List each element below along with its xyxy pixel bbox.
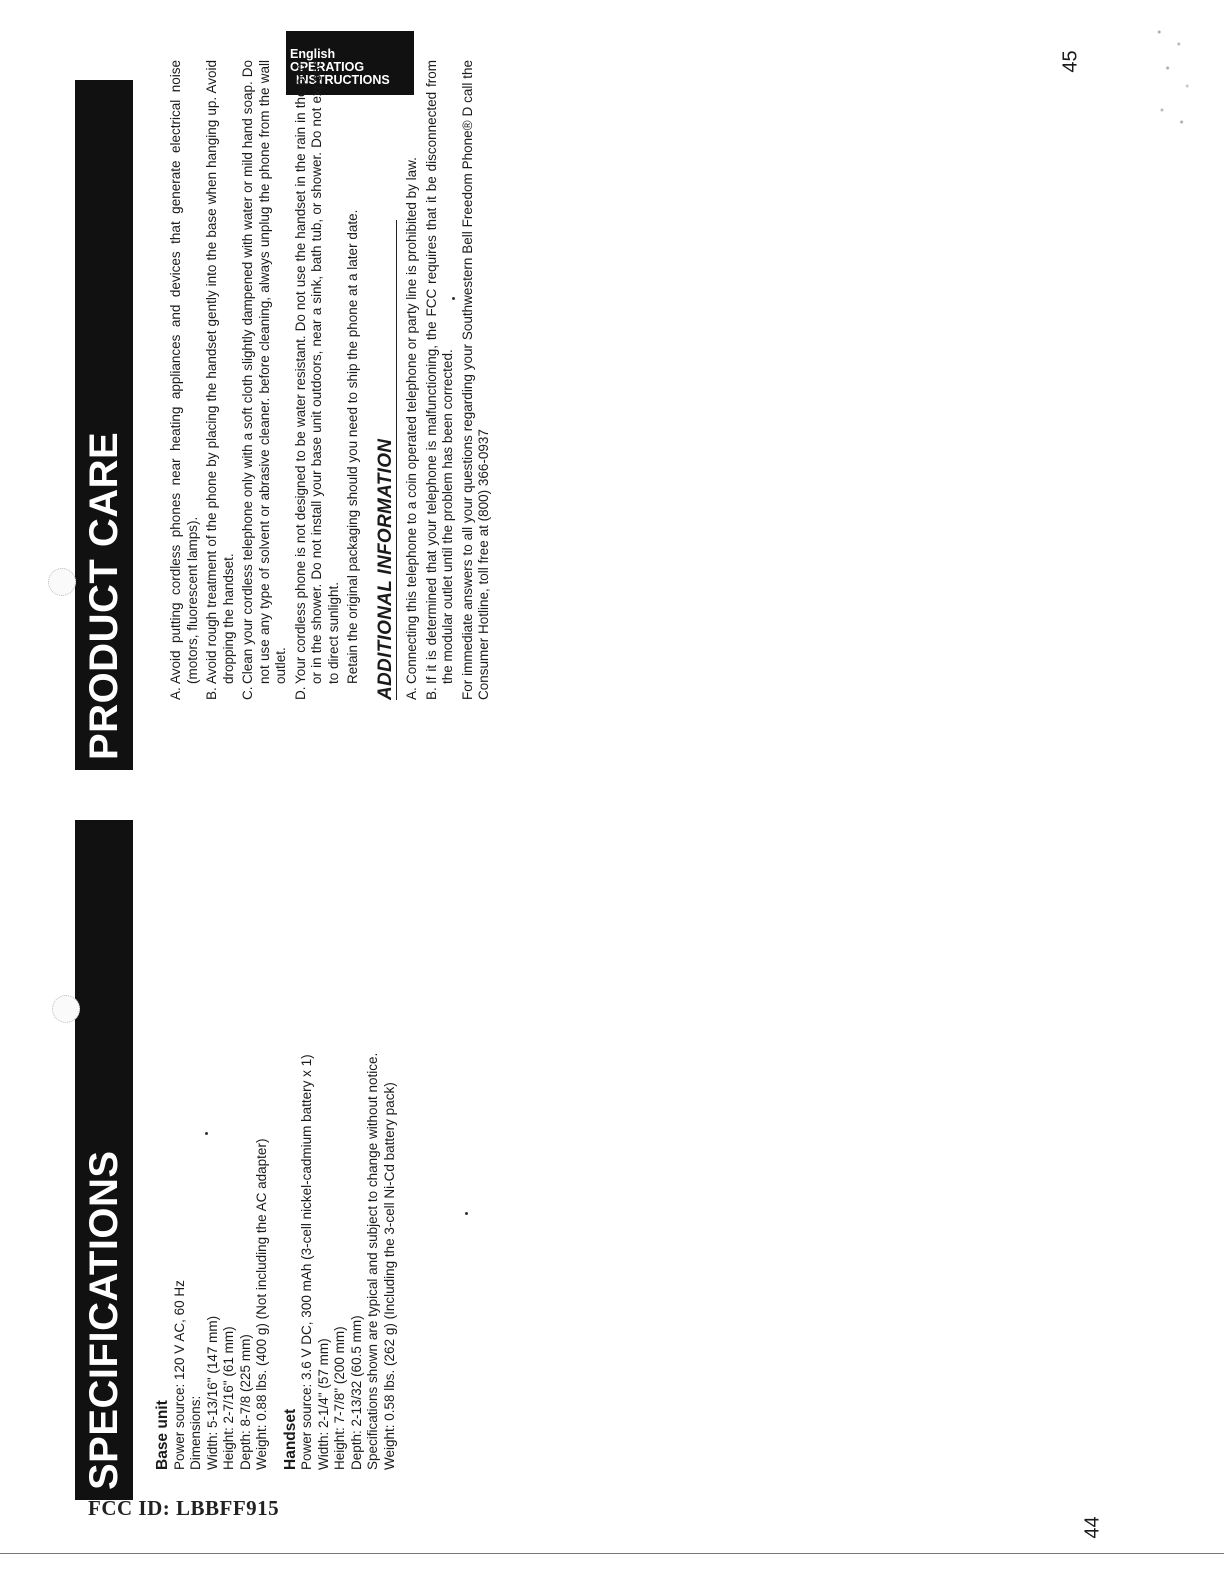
care-item-label: D. (292, 686, 308, 700)
info-item (424, 60, 457, 700)
handset-spec-line: Height: 7-7/8" (200 mm) (332, 1326, 347, 1470)
care-item (293, 60, 343, 700)
heading-underline (396, 220, 397, 700)
specifications-column (155, 910, 398, 1470)
rotated-content (20, 47, 1200, 1550)
scan-noise (1148, 14, 1204, 134)
info-item (404, 60, 421, 700)
page-number-right: 45 (1059, 50, 1082, 73)
handset-spec-line: Width: 2-1/4" (57 mm) (315, 1338, 331, 1470)
care-item-text: Clean your cordless telephone only with a soft cloth slightly dampened with water or mild hand soap. Do not use any type of solvent or abrasive cleaner. before cleaning, always unplug the phone from the wall outlet. (240, 60, 288, 684)
base-unit-heading: Base unit (154, 1400, 171, 1470)
language-tag-line1: English (290, 47, 336, 61)
base-unit-spec-line: Weight: 0.88 lbs. (400 g) (Not including the AC adapter) (254, 1138, 269, 1470)
specifications-title: SPECIFICATIONS (82, 1150, 126, 1490)
scan-speck (452, 297, 455, 300)
page-edge-line (0, 1553, 1224, 1554)
scan-speck (465, 1212, 468, 1215)
product-care-column (168, 60, 493, 700)
additional-information-heading: ADDITIONAL INFORMATION (374, 438, 396, 700)
binding-hole (48, 568, 76, 596)
base-unit-spec-line: Height: 2-7/16" (61 mm) (221, 1326, 236, 1470)
care-item-label: B. (204, 687, 219, 700)
care-item-label: A. (168, 687, 183, 700)
language-tag-line2: OPERATIOG (290, 60, 365, 74)
care-item (204, 60, 237, 700)
handset-spec-line: Weight: 0.58 lbs. (262 g) (Including the 3-cell Ni-Cd battery pack) (381, 1082, 397, 1470)
product-care-title-bar (75, 80, 133, 770)
info-item-text: Connecting this telephone to a coin operated telephone or party line is prohibited by law. (404, 157, 419, 684)
care-item-label: C. (240, 686, 255, 700)
handset-spec-line: Power source: 3.6 V DC, 300 mAh (3-cell nickel-cadmium battery x 1) (299, 1054, 314, 1470)
fcc-id-stamp: FCC ID: LBBFF915 (88, 1496, 280, 1520)
info-item-label: B. (423, 687, 439, 700)
specifications-title-bar (75, 820, 133, 1500)
hotline-note: For immediate answers to all your questions regarding your Southwestern Bell Freedom Phone® D call the Consumer Hotline, toll free at (800) 366-0937 (459, 60, 491, 700)
care-item-text: Avoid rough treatment of the phone by placing the handset gently into the base when hanging up. Avoid dropping the handset. (204, 60, 236, 684)
care-item-text: Your cordless phone is not designed to be water resistant. Do not use the handset in the rain in the pool or in the shower. Do not install your base unit outdoors, near a sink, bath tub, or shower. Do not expose to direct sunlight. (292, 60, 341, 684)
handset-heading: Handset (281, 1408, 299, 1470)
handset-spec-line: Depth: 2-13/32 (60.5 mm) (348, 1315, 364, 1470)
base-unit-spec-line: Width: 5-13/16" (147 mm) (204, 1315, 220, 1470)
care-item (168, 60, 201, 700)
base-unit-spec-line: Power source: 120 V AC, 60 Hz (171, 1280, 187, 1470)
handset-spec-line: Specifications shown are typical and subject to change without notice. (365, 1052, 380, 1470)
retain-note: Retain the original packaging should you need to ship the phone at a later date. (345, 209, 360, 684)
care-item-text: Avoid putting cordless phones near heating appliances and devices that generate electrical noise (motors, fluorescent lamps). (168, 60, 200, 684)
binding-hole (52, 995, 80, 1023)
scan-speck (205, 1132, 208, 1135)
page-number-left: 44 (1081, 1516, 1104, 1539)
care-item (240, 60, 290, 700)
base-unit-spec-line: Dimensions: (188, 1395, 203, 1470)
info-item-text: If it is determined that your telephone is malfunctioning, the FCC requires that it be disconnected from the modular outlet until the problem has been corrected. (423, 60, 455, 684)
product-care-title: PRODUCT CARE (82, 431, 126, 760)
base-unit-spec-line: Depth: 8-7/8 (225 mm) (237, 1334, 253, 1470)
language-tag-line3: INSTRUCTIONS (296, 73, 390, 87)
info-item-label: A. (404, 687, 419, 700)
